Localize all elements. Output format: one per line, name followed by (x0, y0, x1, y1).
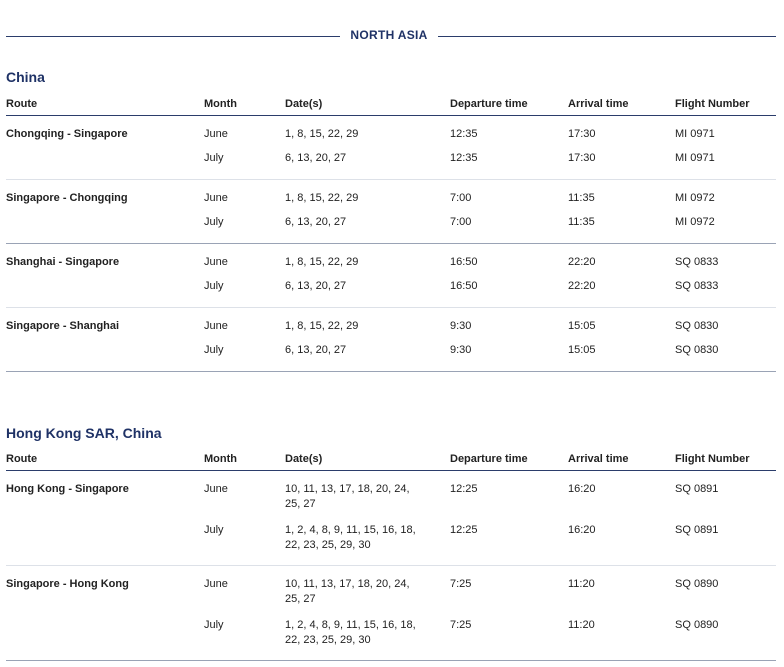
table-header-row (6, 93, 776, 116)
schedule-table-hong-kong (6, 448, 776, 661)
arrival-time: 17:30 (568, 142, 675, 180)
dates: 1, 8, 15, 22, 29 (285, 256, 359, 268)
table-row (6, 270, 776, 308)
divider-left (6, 36, 340, 37)
month: July (204, 607, 285, 661)
flight-number: MI 0971 (675, 128, 715, 140)
column-header-month: Month (204, 93, 285, 116)
arrival-time: 16:20 (568, 512, 675, 566)
route-empty (6, 512, 204, 566)
flight-number: SQ 0890 (675, 607, 776, 661)
route-name: Chongqing - Singapore (6, 128, 128, 140)
dates: 10, 11, 13, 17, 18, 20, 24, 25, 27 (285, 483, 410, 510)
dates: 1, 2, 4, 8, 9, 11, 15, 16, 18, 22, 23, 25, 29, 30 (285, 607, 450, 661)
schedule-table-china (6, 93, 776, 372)
route-name: Hong Kong - Singapore (6, 483, 129, 495)
route-empty (6, 206, 204, 244)
month: July (204, 206, 285, 244)
column-header-arrival: Arrival time (568, 93, 675, 116)
route-empty (6, 142, 204, 180)
country-title: China (6, 69, 45, 85)
table-row (6, 180, 776, 207)
route-name: Singapore - Hong Kong (6, 578, 129, 590)
dates: 6, 13, 20, 27 (285, 270, 450, 308)
dates: 1, 2, 4, 8, 9, 11, 15, 16, 18, 22, 23, 25, 29, 30 (285, 512, 450, 566)
dates: 1, 8, 15, 22, 29 (285, 128, 359, 140)
table-row (6, 244, 776, 271)
month: July (204, 270, 285, 308)
column-header-month: Month (204, 448, 285, 471)
column-header-departure: Departure time (450, 93, 568, 116)
flight-number: MI 0971 (675, 142, 776, 180)
flight-number: MI 0972 (675, 192, 715, 204)
month: June (204, 578, 228, 590)
departure-time: 16:50 (450, 270, 568, 308)
table-header-row (6, 448, 776, 471)
flight-number: SQ 0833 (675, 270, 776, 308)
departure-time: 12:35 (450, 142, 568, 180)
arrival-time: 11:35 (568, 206, 675, 244)
route-name: Shanghai - Singapore (6, 256, 120, 268)
column-header-arrival: Arrival time (568, 448, 675, 471)
country-title: Hong Kong SAR, China (6, 425, 162, 441)
table-row (6, 142, 776, 180)
flight-number: SQ 0890 (675, 578, 719, 590)
arrival-time: 17:30 (568, 128, 596, 140)
table-row (6, 334, 776, 372)
region-header (6, 26, 776, 46)
route-empty (6, 607, 204, 661)
table-row (6, 471, 776, 513)
dates: 10, 11, 13, 17, 18, 20, 24, 25, 27 (285, 578, 410, 605)
departure-time: 7:00 (450, 206, 568, 244)
departure-time: 9:30 (450, 334, 568, 372)
departure-time: 12:25 (450, 483, 478, 495)
flight-number: SQ 0833 (675, 256, 719, 268)
month: June (204, 320, 228, 332)
route-empty (6, 334, 204, 372)
arrival-time: 15:05 (568, 320, 596, 332)
flight-number: SQ 0891 (675, 483, 719, 495)
flight-number: MI 0972 (675, 206, 776, 244)
month: July (204, 142, 285, 180)
arrival-time: 22:20 (568, 256, 596, 268)
departure-time: 7:00 (450, 192, 472, 204)
month: June (204, 256, 228, 268)
table-row (6, 116, 776, 143)
column-header-flight: Flight Number (675, 448, 776, 471)
region-title: NORTH ASIA (350, 28, 428, 42)
table-row (6, 206, 776, 244)
flight-number: SQ 0891 (675, 512, 776, 566)
arrival-time: 11:20 (568, 578, 595, 590)
flight-number: SQ 0830 (675, 320, 719, 332)
dates: 6, 13, 20, 27 (285, 206, 450, 244)
month: June (204, 483, 228, 495)
departure-time: 12:35 (450, 128, 478, 140)
route-name: Singapore - Chongqing (6, 192, 128, 204)
dates: 1, 8, 15, 22, 29 (285, 320, 359, 332)
dates: 6, 13, 20, 27 (285, 142, 450, 180)
arrival-time: 22:20 (568, 270, 675, 308)
route-name: Singapore - Shanghai (6, 320, 120, 332)
departure-time: 12:25 (450, 512, 568, 566)
column-header-dates: Date(s) (285, 93, 450, 116)
table-row (6, 512, 776, 566)
column-header-departure: Departure time (450, 448, 568, 471)
arrival-time: 15:05 (568, 334, 675, 372)
arrival-time: 16:20 (568, 483, 596, 495)
column-header-route: Route (6, 93, 204, 116)
divider-right (438, 36, 776, 37)
table-row (6, 566, 776, 608)
month: June (204, 192, 228, 204)
column-header-flight: Flight Number (675, 93, 776, 116)
column-header-route: Route (6, 448, 204, 471)
departure-time: 16:50 (450, 256, 478, 268)
arrival-time: 11:35 (568, 192, 595, 204)
dates: 6, 13, 20, 27 (285, 334, 450, 372)
dates: 1, 8, 15, 22, 29 (285, 192, 359, 204)
departure-time: 7:25 (450, 607, 568, 661)
departure-time: 9:30 (450, 320, 472, 332)
arrival-time: 11:20 (568, 607, 675, 661)
departure-time: 7:25 (450, 578, 472, 590)
month: July (204, 334, 285, 372)
flight-number: SQ 0830 (675, 334, 776, 372)
table-row (6, 308, 776, 335)
column-header-dates: Date(s) (285, 448, 450, 471)
month: July (204, 512, 285, 566)
table-row (6, 607, 776, 661)
month: June (204, 128, 228, 140)
route-empty (6, 270, 204, 308)
